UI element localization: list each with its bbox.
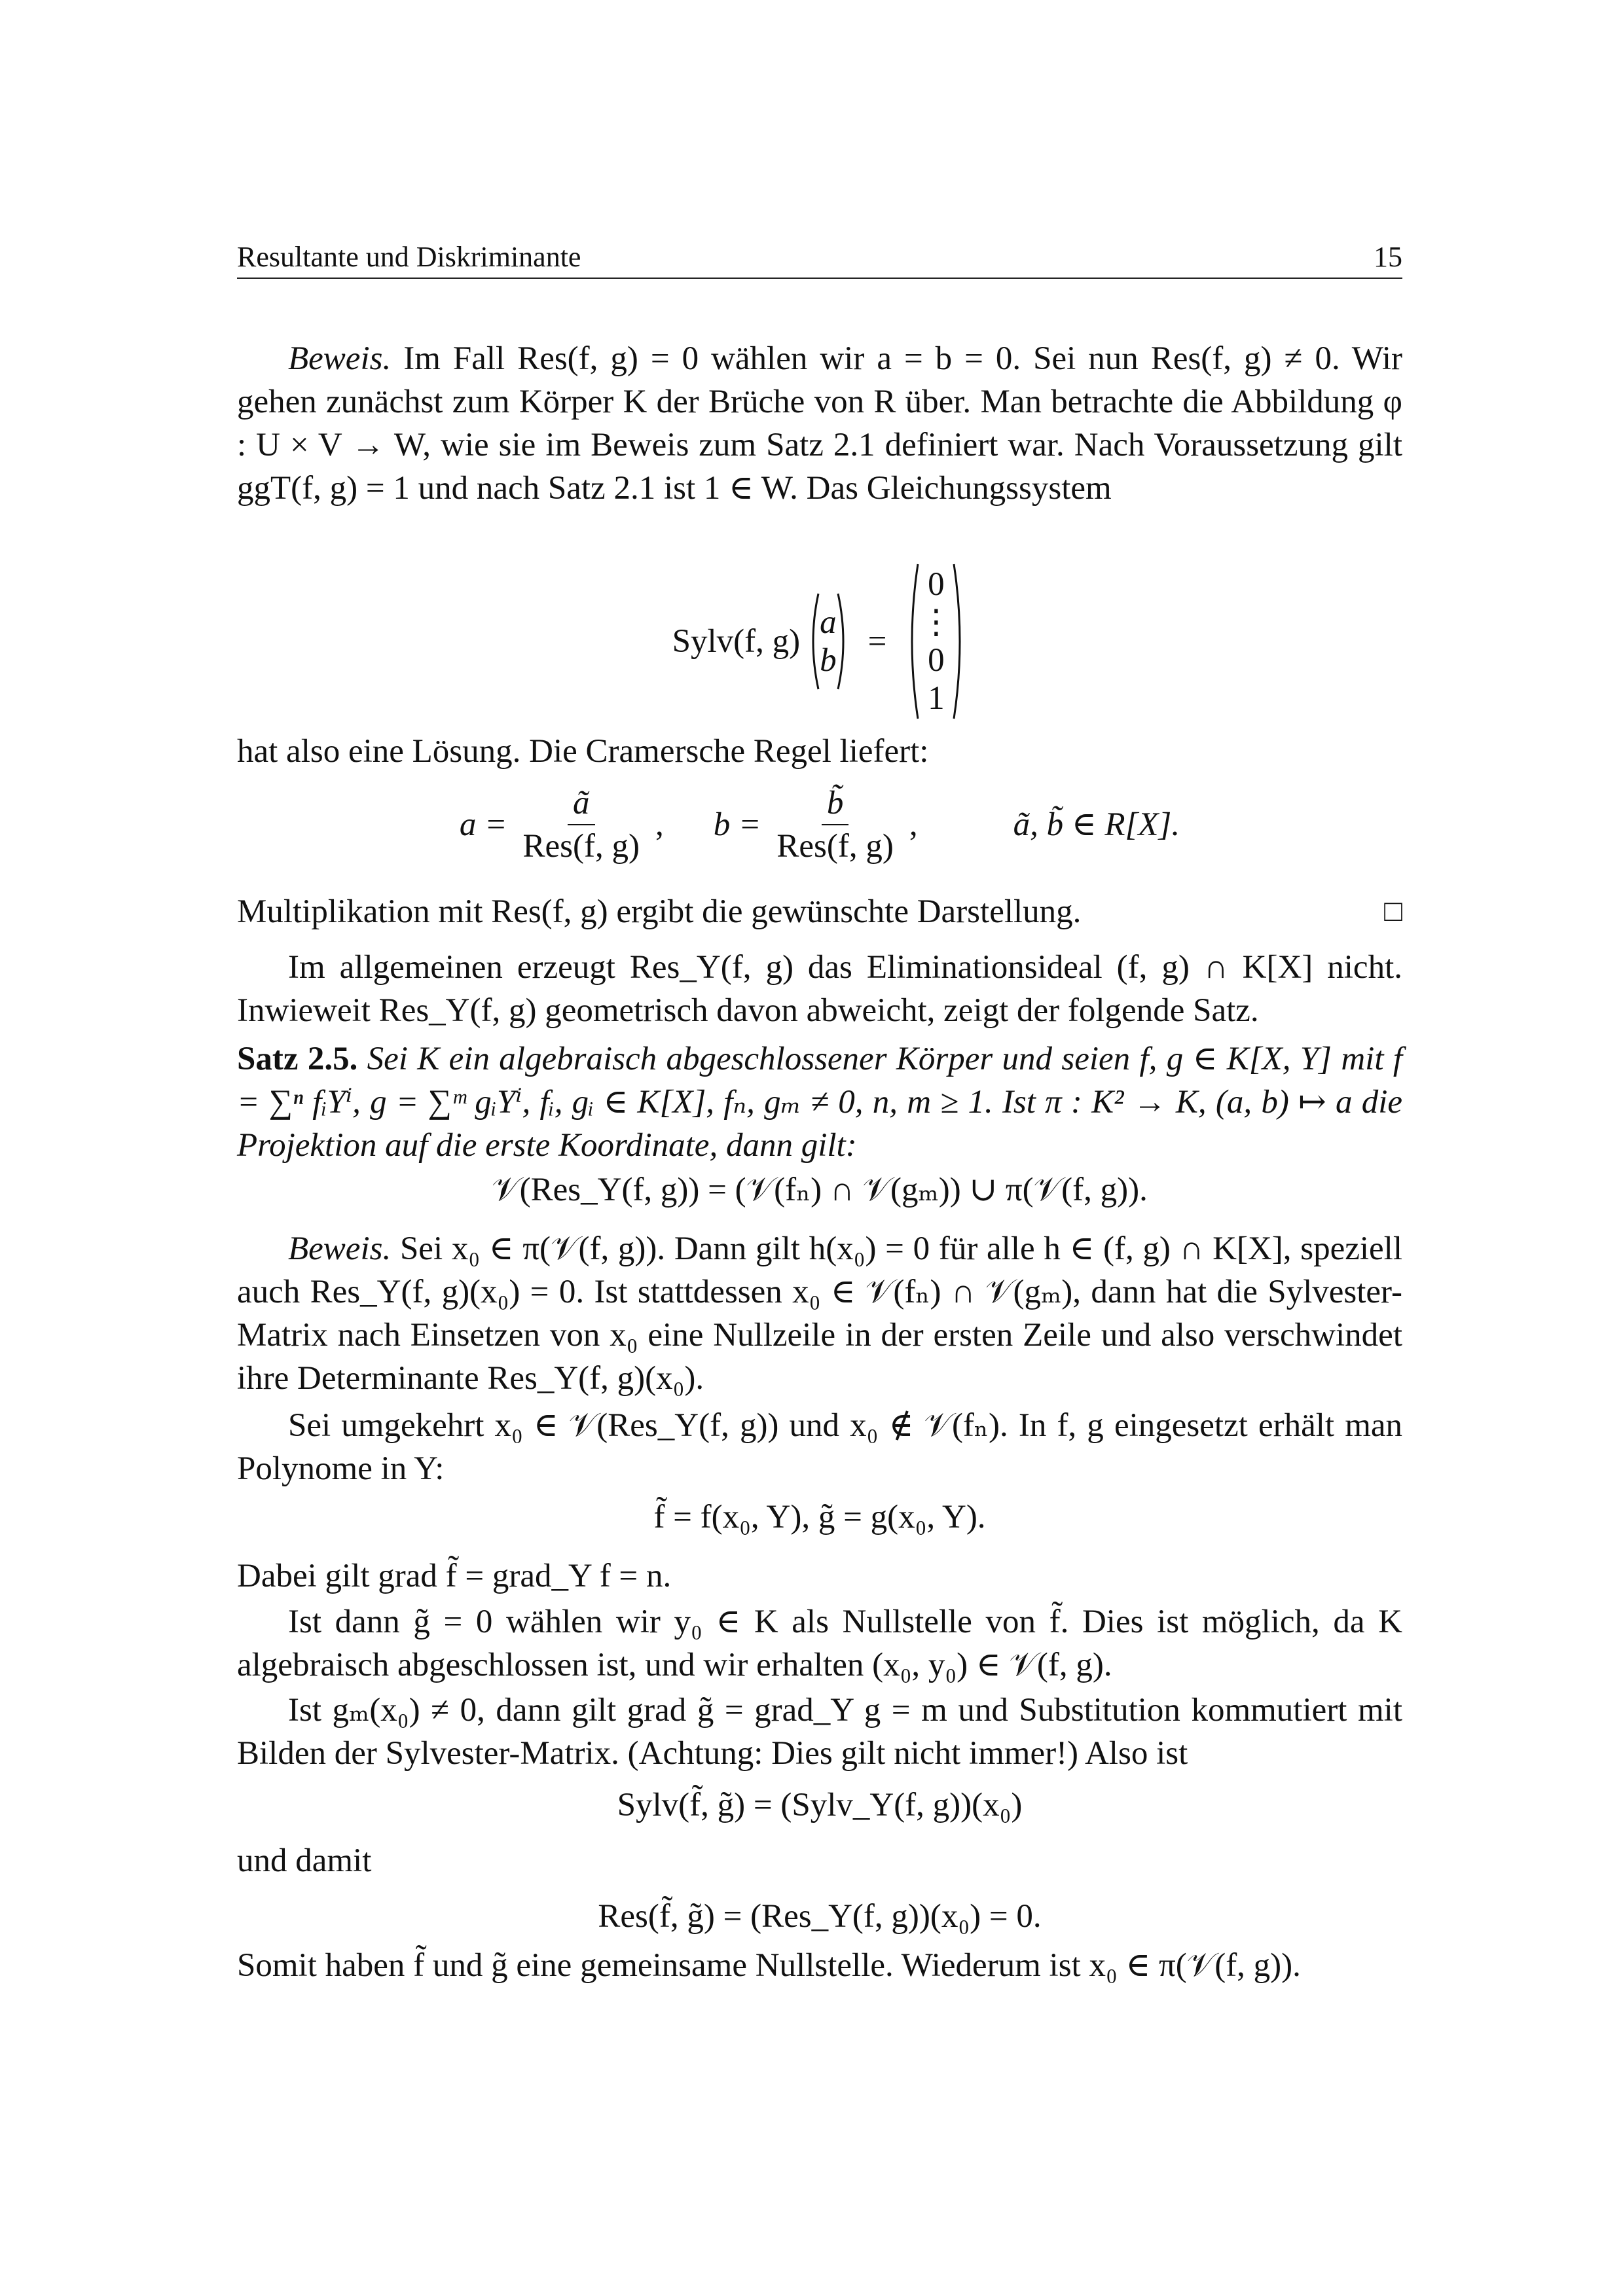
rhs-entry-2: ⋮ <box>919 604 953 641</box>
page-number: 15 <box>1374 241 1402 273</box>
after-cramer-text: Multiplikation mit Res(f, g) ergibt die gewünschte Darstellung. <box>237 893 1082 930</box>
theorem-2-5 <box>237 1037 1402 1167</box>
cramer-b-denominator: Res(f, g) <box>776 828 894 865</box>
after-sylvester-text: hat also eine Lösung. Die Cramersche Regel liefert: <box>237 733 929 770</box>
vec-entry-a: a <box>820 604 837 641</box>
paragraph-2: Im allgemeinen erzeugt Res_Y(f, g) das Eliminationsideal (f, g) ∩ K[X] nicht. Inwieweit Res_Y(f, g) geometrisch davon abweicht, zeigt der folgende Satz. <box>237 949 1402 1029</box>
equation-cramer: a = $\frac{ã}{\text{Res(f, g)}}$ , b = $\frac{b̃}{\text{Res(f, g)}}$ , ã, b̃ ∈ R[X]. <box>237 779 1402 870</box>
running-title: Resultante und Diskriminante <box>237 241 581 273</box>
qed-icon: □ <box>1384 894 1402 927</box>
proof-label: Beweis. <box>288 1230 392 1267</box>
cramer-b-fraction <box>771 782 898 867</box>
proof-label: Beweis. <box>288 340 392 377</box>
proof-text: Sei x₀ ∈ π(𝒱(f, g)). Dann gilt h(x₀) = 0 für alle h ∈ (f, g) ∩ K[X], speziell auch Res_Y(f, g)(x₀) = 0. Ist stattdessen x₀ ∈ 𝒱(fₙ) ∩ 𝒱(gₘ), dann hat die Sylvester-Matrix nach Einsetzen von x₀ eine Nullzeile in der ersten Zeile und also verschwindet ihre Determinante Res_Y(f, g)(x₀). <box>237 1230 1403 1397</box>
rhs-entry-1: 0 <box>928 566 945 603</box>
rhs-entry-4: 1 <box>928 680 945 717</box>
eq-sylv-lhs: Sylv(f, g) <box>672 623 801 660</box>
cramer-tail: ã, b̃ ∈ R[X]. <box>1013 806 1180 843</box>
cramer-a-lhs: a = <box>459 806 507 843</box>
right-paren-icon <box>953 563 967 720</box>
after-cramer-line <box>237 890 1402 933</box>
vector-ab <box>807 592 850 691</box>
equation-res-tilde: Res(f̃, g̃) = (Res_Y(f, g))(x₀) = 0. <box>598 1898 1042 1935</box>
equation-sylvester-system <box>237 563 1402 720</box>
left-paren-icon <box>807 592 820 691</box>
proof-paragraph-1 <box>237 337 1402 510</box>
eq-sylv-equals: = <box>867 623 887 660</box>
vector-rhs <box>905 563 967 720</box>
rhs-entry-3: 0 <box>928 642 945 679</box>
cramer-a-numerator: ã <box>568 782 595 825</box>
theorem-text: Sei K ein algebraisch abgeschlossener Körper und seien f, g ∈ K[X, Y] mit f = ∑ⁿ fᵢYⁱ, g = ∑ᵐ gᵢYⁱ, fᵢ, gᵢ ∈ K[X], fₙ, gₘ ≠ 0, n, m ≥ 1. Ist π : K² → K, (a, b) ↦ a die Projektion auf die erste Koordinate, dann gilt: <box>237 1041 1403 1164</box>
paragraph-4: Dabei gilt grad f̃ = grad_Y f = n. <box>237 1558 672 1594</box>
paragraph-8: Somit haben f̃ und g̃ eine gemeinsame Nullstelle. Wiederum ist x₀ ∈ π(𝒱(f, g)). <box>237 1947 1301 1984</box>
left-paren-icon <box>905 563 919 720</box>
proof-paragraph-2 <box>237 1227 1402 1400</box>
paragraph-7: und damit <box>237 1842 372 1879</box>
cramer-b-lhs: b = <box>713 806 761 843</box>
vec-entry-b: b <box>820 642 837 679</box>
cramer-b-numerator: b̃ <box>822 782 849 825</box>
theorem-label: Satz 2.5. <box>237 1041 358 1077</box>
equation-theorem: 𝒱(Res_Y(f, g)) = (𝒱(fₙ) ∩ 𝒱(gₘ)) ∪ π(𝒱(f, g)). <box>492 1172 1148 1208</box>
cramer-a-fraction <box>518 782 645 867</box>
paragraph-6: Ist gₘ(x₀) ≠ 0, dann gilt grad g̃ = grad_Y g = m und Substitution kommutiert mit Bilden der Sylvester-Matrix. (Achtung: Dies gilt nicht immer!) Also ist <box>237 1692 1402 1772</box>
right-paren-icon <box>837 592 850 691</box>
paragraph-5: Ist dann g̃ = 0 wählen wir y₀ ∈ K als Nullstelle von f̃. Dies ist möglich, da K algebraisch abgeschlossen ist, und wir erhalten (x₀, y₀) ∈ 𝒱(f, g). <box>237 1604 1402 1683</box>
equation-sylv-tilde: Sylv(f̃, g̃) = (Sylv_Y(f, g))(x₀) <box>617 1787 1023 1823</box>
running-head <box>237 237 1402 279</box>
paragraph-3: Sei umgekehrt x₀ ∈ 𝒱(Res_Y(f, g)) und x₀ ∉ 𝒱(fₙ). In f, g eingesetzt erhält man Polynome in Y: <box>237 1407 1402 1487</box>
proof-text: Im Fall Res(f, g) = 0 wählen wir a = b = 0. Sei nun Res(f, g) ≠ 0. Wir gehen zunächst zum Körper K der Brüche von R über. Man betrachte die Abbildung φ : U × V → W, wie sie im Beweis zum Satz 2.1 definiert war. Nach Voraussetzung gilt ggT(f, g) = 1 und nach Satz 2.1 ist 1 ∈ W. Das Gleichungssystem <box>237 340 1403 507</box>
equation-f-g-tilde: f̃ = f(x₀, Y), g̃ = g(x₀, Y). <box>653 1499 986 1535</box>
cramer-a-denominator: Res(f, g) <box>522 828 640 865</box>
